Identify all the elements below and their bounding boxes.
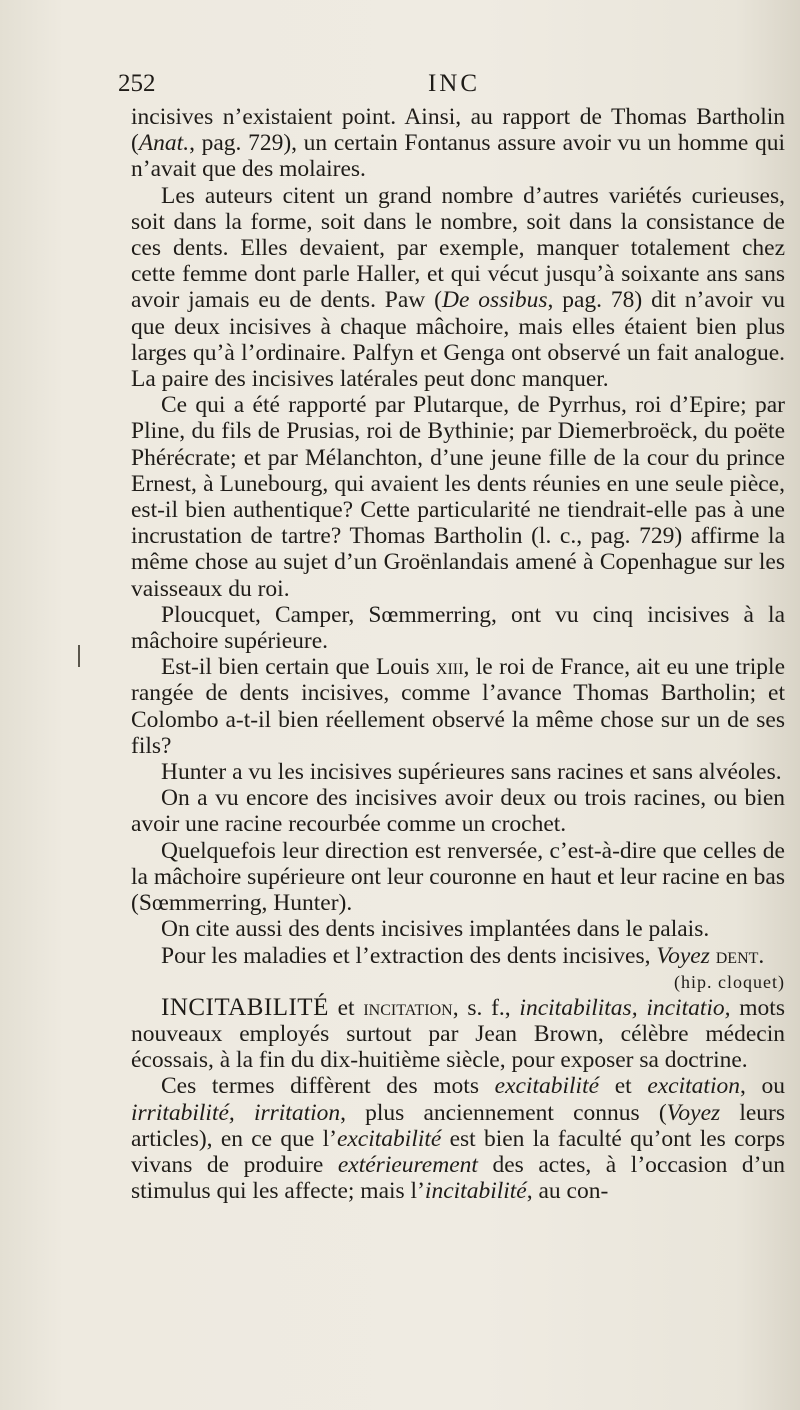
- paragraph: On a vu encore des incisives avoir deux ou trois racines, ou bien avoir une racine recourbée comme un crochet.: [131, 785, 785, 838]
- paragraph: Pour les maladies et l’extraction des dents incisives, Voyez dent.: [161, 942, 765, 969]
- margin-mark: [78, 645, 80, 667]
- paragraph: Est-il bien certain que Louis xiii, le roi de France, ait eu une triple rangée de dents incisives, comme l’avance Thomas Bartholin; et Colombo a-t-il bien réellement observé la même chose sur un de ses fils?: [131, 654, 786, 759]
- paragraph: On cite aussi des dents incisives implantées dans le palais.: [161, 916, 710, 943]
- running-head: INC: [427, 70, 481, 97]
- page-header: [118, 70, 790, 104]
- entry-headword: INCITABILITÉ: [161, 993, 329, 1021]
- paragraph: Quelquefois leur direction est renversée, c’est-à-dire que celles de la mâchoire supérieure ont leur couronne en haut et leur racine en bas (Sœmmerring, Hunter).: [131, 837, 785, 917]
- paragraph: Ces termes diffèrent des mots excitabilité et excitation, ou irritabilité, irritation, plus anciennement connus (Voyez leurs articles), en ce que l’excitabilité est bien la faculté qu’ont les corps vivans de produire extérieurement des actes, à l’occasion d’un stimulus qui les affecte; mais l’incitabilité, au con-: [131, 1073, 786, 1205]
- entry-paragraph: INCITABILITÉ et incitation, s. f., incitabilitas, incitatio, mots nouveaux employés surtout par Jean Brown, célèbre médecin écossais, à la fin du dix-huitième siècle, pour exposer sa doctrine.: [131, 993, 785, 1074]
- paragraph: Ploucquet, Camper, Sœmmerring, ont vu cinq incisives à la mâchoire supérieure.: [131, 601, 785, 655]
- paragraph: Ce qui a été rapporté par Plutarque, de Pyrrhus, roi d’Epire; par Pline, du fils de Prusias, roi de Bythinie; par Diemerbroëck, du poëte Phérécrate; et par Mélanchton, d’une jeune fille de la cour du prince Ernest, à Lunebourg, qui avaient les dents réunies en une seule pièce, est-il bien authentique? Cette particularité ne tiendrait-elle pas à une incrustation de tartre? Thomas Bartholin (l. c., pag. 729) affirme la même chose au sujet d’un Groënlandais amené à Copenhague sur les vaisseaux du roi.: [131, 392, 785, 602]
- paragraph: incisives n’existaient point. Ainsi, au rapport de Thomas Bartholin (Anat., pag. 729), un certain Fontanus assure avoir vu un homme qui n’avait que des molaires.: [131, 104, 785, 183]
- page-number: 252: [118, 70, 156, 97]
- body-text: [131, 104, 785, 1204]
- paragraph: Hunter a vu les incisives supérieures sans racines et sans alvéoles.: [161, 759, 782, 786]
- paragraph: Les auteurs citent un grand nombre d’autres variétés curieuses, soit dans la forme, soit dans le nombre, soit dans la consistance de ces dents. Elles devaient, par exemple, manquer totalement chez cette femme dont parle Haller, et qui vécut jusqu’à soixante ans sans avoir jamais eu de dents. Paw (De ossibus, pag. 78) dit n’avoir vu que deux incisives à chaque mâchoire, mais elles étaient bien plus larges qu’à l’ordinaire. Palfyn et Genga ont observé un fait analogue. La paire des incisives latérales peut donc manquer.: [131, 182, 786, 393]
- author-signature: (hip. cloquet): [674, 971, 785, 992]
